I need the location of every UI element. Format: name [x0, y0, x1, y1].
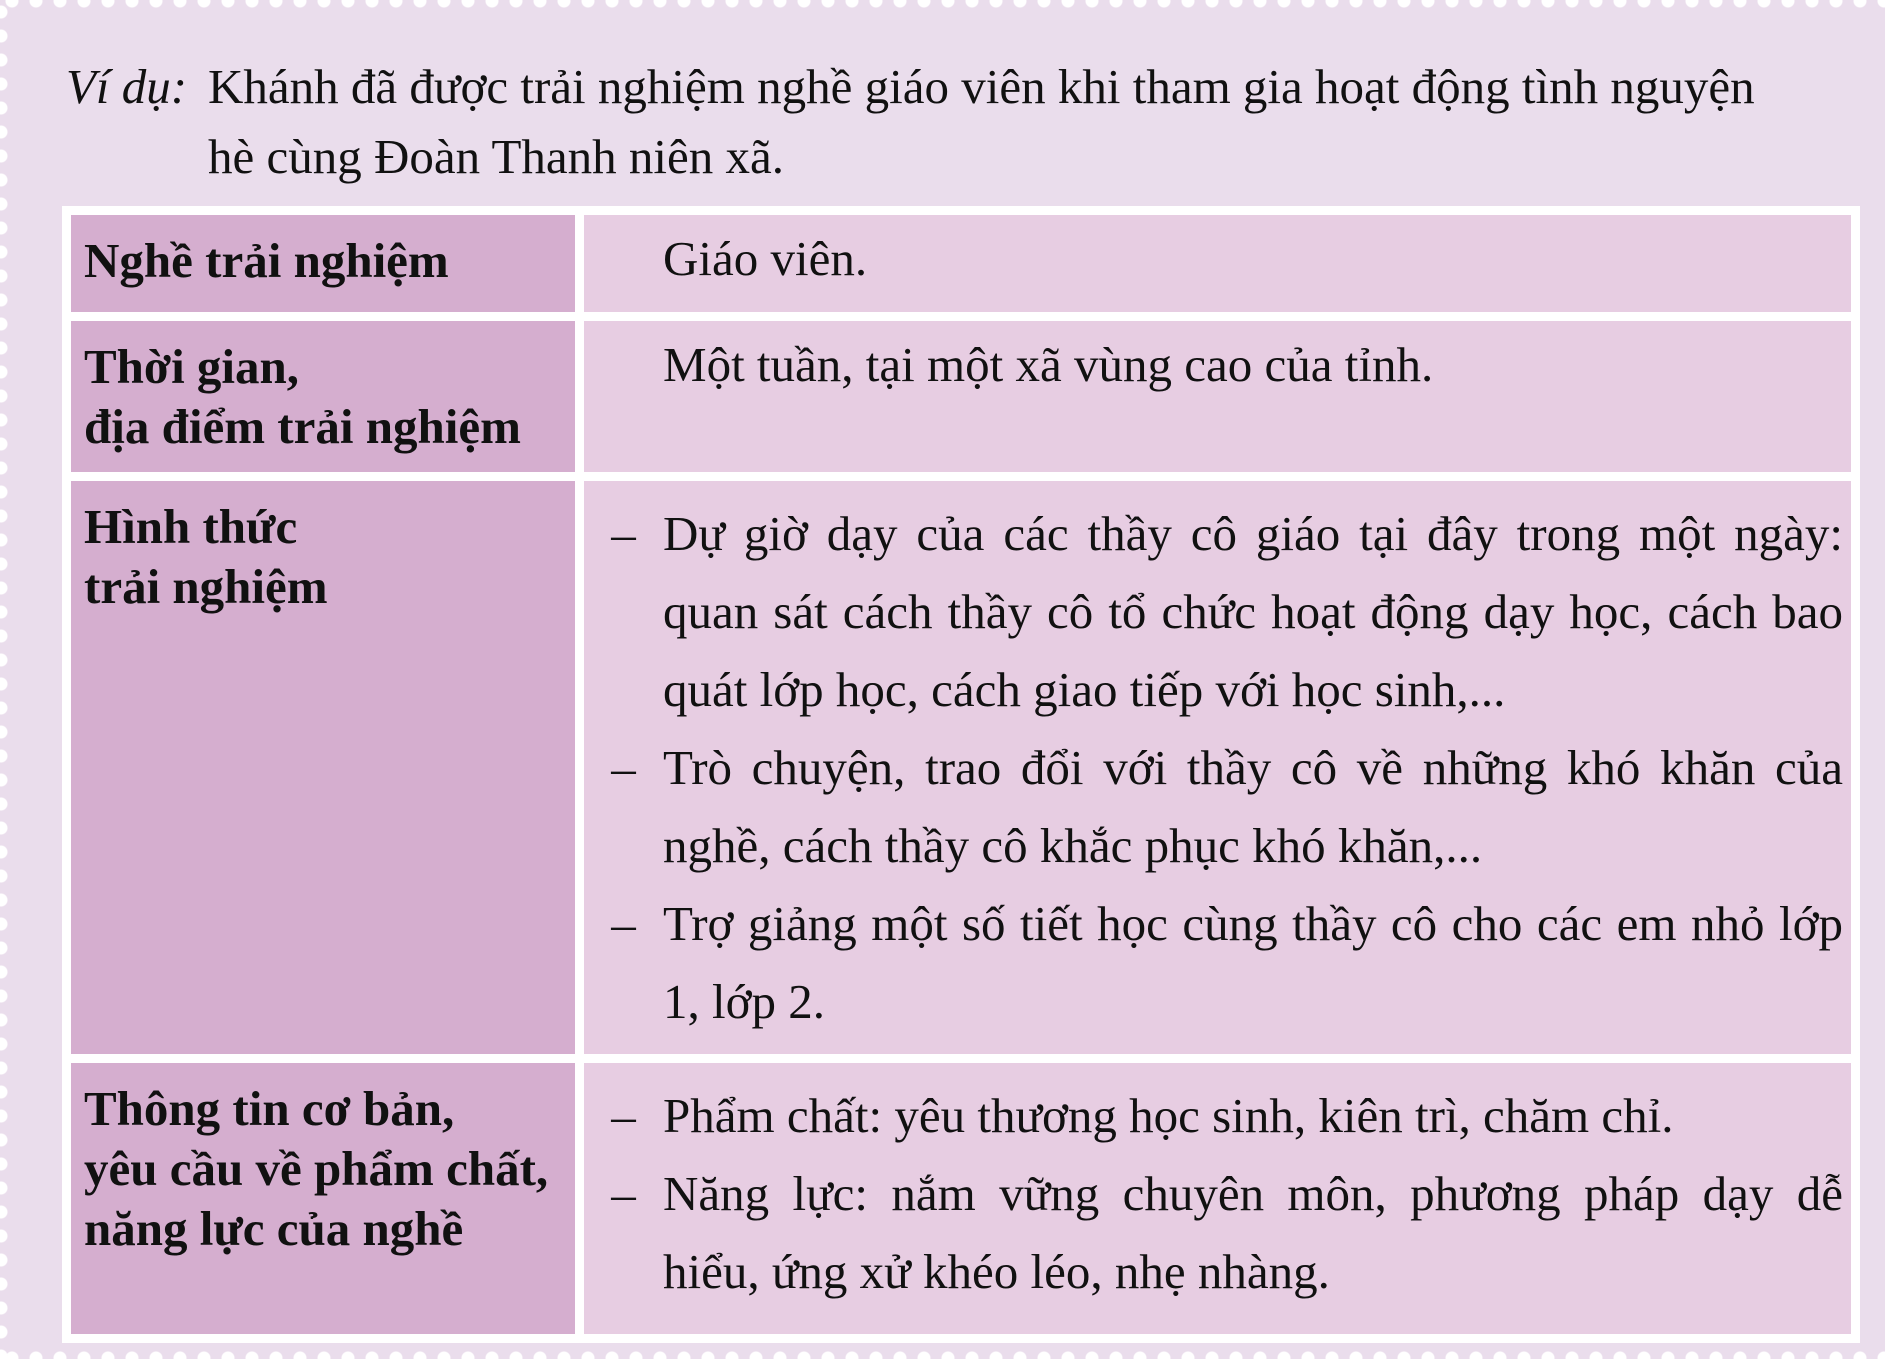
table-row-requirements — [67, 1059, 1856, 1339]
row-header-line: Thời gian, — [84, 339, 300, 394]
list-item — [584, 495, 1843, 729]
table-row-form — [67, 477, 1856, 1059]
intro-line-1 — [66, 52, 1866, 122]
perforation-top — [0, 0, 1885, 9]
dash-bullet: – — [611, 1088, 636, 1143]
list-item-text: Năng lực: nắm vững chuyên môn, phương pháp dạy dễ hiểu, ứng xử khéo léo, nhẹ nhàng. — [663, 1166, 1843, 1299]
row-value-text: Giáo viên. — [663, 231, 868, 286]
dash-bullet: – — [611, 896, 636, 951]
table-row-time-place — [67, 317, 1856, 477]
row-header-line: yêu cầu về phẩm chất, — [84, 1141, 549, 1196]
row-header-line: trải nghiệm — [84, 559, 328, 614]
table-row-profession — [67, 211, 1856, 317]
row-header-time-place — [67, 317, 580, 477]
row-value-time-place — [580, 317, 1856, 477]
row-value-profession — [580, 211, 1856, 317]
intro-line-2: hè cùng Đoàn Thanh niên xã. — [208, 129, 785, 184]
row-header-line: Thông tin cơ bản, — [84, 1081, 455, 1136]
dash-bullet: – — [611, 740, 636, 795]
row-header-profession — [67, 211, 580, 317]
row-value-text: Một tuần, tại một xã vùng cao của tỉnh. — [663, 337, 1434, 392]
row-value-form — [580, 477, 1856, 1059]
row-value-requirements — [580, 1059, 1856, 1339]
list-item — [584, 1155, 1843, 1311]
dash-bullet: – — [611, 506, 636, 561]
row-header-requirements — [67, 1059, 580, 1339]
intro-text-1: Khánh đã được trải nghiệm nghề giáo viên khi tham gia hoạt động tình nguyện — [208, 59, 1755, 114]
list-item — [584, 885, 1843, 1041]
experience-table — [62, 206, 1860, 1343]
perforation-bottom — [0, 1350, 1885, 1366]
row-header-line: địa điểm trải nghiệm — [84, 399, 521, 454]
list-item-text: Phẩm chất: yêu thương học sinh, kiên trì, chăm chỉ. — [663, 1088, 1674, 1143]
list-item — [584, 729, 1843, 885]
row-header-line: Hình thức — [84, 499, 298, 554]
list-item-text: Trợ giảng một số tiết học cùng thầy cô cho các em nhỏ lớp 1, lớp 2. — [663, 896, 1843, 1029]
dash-bullet: – — [611, 1166, 636, 1221]
row-header-line: Nghề trải nghiệm — [84, 233, 449, 288]
perforation-left — [0, 0, 9, 1359]
row-header-line: năng lực của nghề — [84, 1201, 464, 1256]
list-item — [584, 1077, 1843, 1155]
row-header-form — [67, 477, 580, 1059]
example-label: Ví dụ: — [66, 59, 188, 114]
list-item-text: Trò chuyện, trao đổi với thầy cô về những khó khăn của nghề, cách thầy cô khắc phục khó khăn,... — [663, 740, 1843, 873]
list-item-text: Dự giờ dạy của các thầy cô giáo tại đây trong một ngày: quan sát cách thầy cô tổ chức hoạt động dạy học, cách bao quát lớp học, cách giao tiếp với học sinh,... — [663, 506, 1843, 717]
example-intro — [66, 52, 1866, 192]
